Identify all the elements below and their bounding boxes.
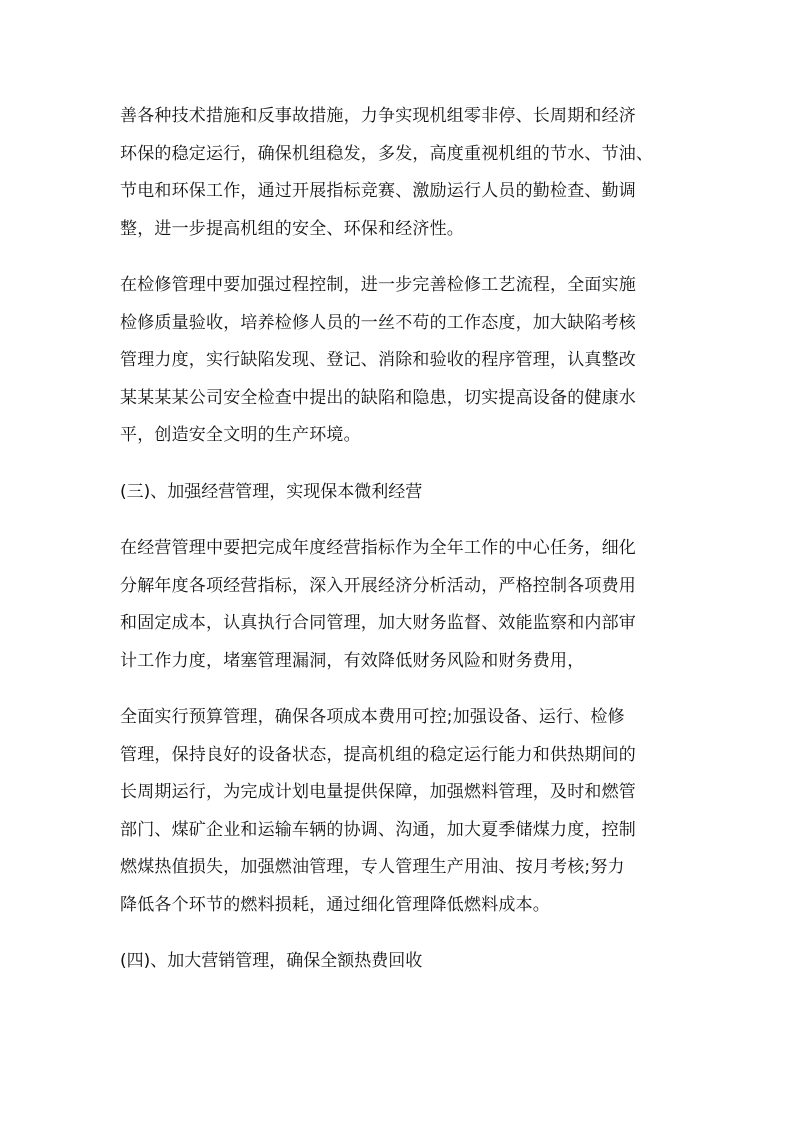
text-line: 检修质量验收，培养检修人员的一丝不苟的工作态度，加大缺陷考核 bbox=[120, 312, 636, 333]
text-line: 分解年度各项经营指标，深入开展经济分析活动，严格控制各项费用 bbox=[120, 575, 636, 596]
text-line: 管理力度，实行缺陷发现、登记、消除和验收的程序管理，认真整改 bbox=[120, 350, 636, 370]
text-line: 和固定成本，认真执行合同管理，加大财务监督、效能监察和内部审 bbox=[120, 613, 636, 633]
text-line: 在经营管理中要把完成年度经营指标作为全年工作的中心任务，细化 bbox=[120, 538, 636, 558]
text-line: 整，进一步提高机组的安全、环保和经济性。 bbox=[120, 218, 464, 239]
text-line: 平，创造安全文明的生产环境。 bbox=[120, 425, 361, 445]
paragraph-budget-management bbox=[120, 699, 680, 924]
section-heading-marketing-management: (四)、加大营销管理，确保全额热费回收 bbox=[120, 951, 423, 971]
paragraph-maintenance-management bbox=[120, 267, 680, 455]
text-line: 长周期运行，为完成计划电量提供保障，加强燃料管理，及时和燃管 bbox=[120, 782, 636, 802]
paragraph-business-targets bbox=[120, 530, 680, 680]
text-line: 全面实行预算管理，确保各项成本费用可控;加强设备、运行、检修 bbox=[120, 707, 625, 727]
text-line: 节电和环保工作，通过开展指标竞赛、激励运行人员的勤检查、勤调 bbox=[120, 181, 636, 201]
text-line: 降低各个环节的燃料损耗，通过细化管理降低燃料成本。 bbox=[120, 894, 550, 915]
text-line: 部门、煤矿企业和运输车辆的协调、沟通，加大夏季储煤力度，控制 bbox=[120, 819, 636, 840]
text-line: 燃煤热值损失，加强燃油管理，专人管理生产用油、按月考核;努力 bbox=[120, 857, 625, 877]
section-heading-business-management: (三)、加强经营管理，实现保本微利经营 bbox=[120, 481, 423, 502]
text-line: 善各种技术措施和反事故措施，力争实现机组零非停、长周期和经济 bbox=[120, 106, 636, 126]
text-line: 环保的稳定运行，确保机组稳发，多发，高度重视机组的节水、节油、 bbox=[120, 143, 654, 164]
text-line: 在检修管理中要加强过程控制，进一步完善检修工艺流程，全面实施 bbox=[120, 275, 636, 295]
text-line: 某某某某公司安全检查中提出的缺陷和隐患，切实提高设备的健康水 bbox=[120, 387, 636, 408]
text-line: 管理，保持良好的设备状态，提高机组的稳定运行能力和供热期间的 bbox=[120, 744, 636, 765]
document-page bbox=[120, 98, 680, 1000]
paragraph-operations-management bbox=[120, 98, 680, 248]
text-line: 计工作力度，堵塞管理漏洞，有效降低财务风险和财务费用， bbox=[120, 650, 585, 671]
